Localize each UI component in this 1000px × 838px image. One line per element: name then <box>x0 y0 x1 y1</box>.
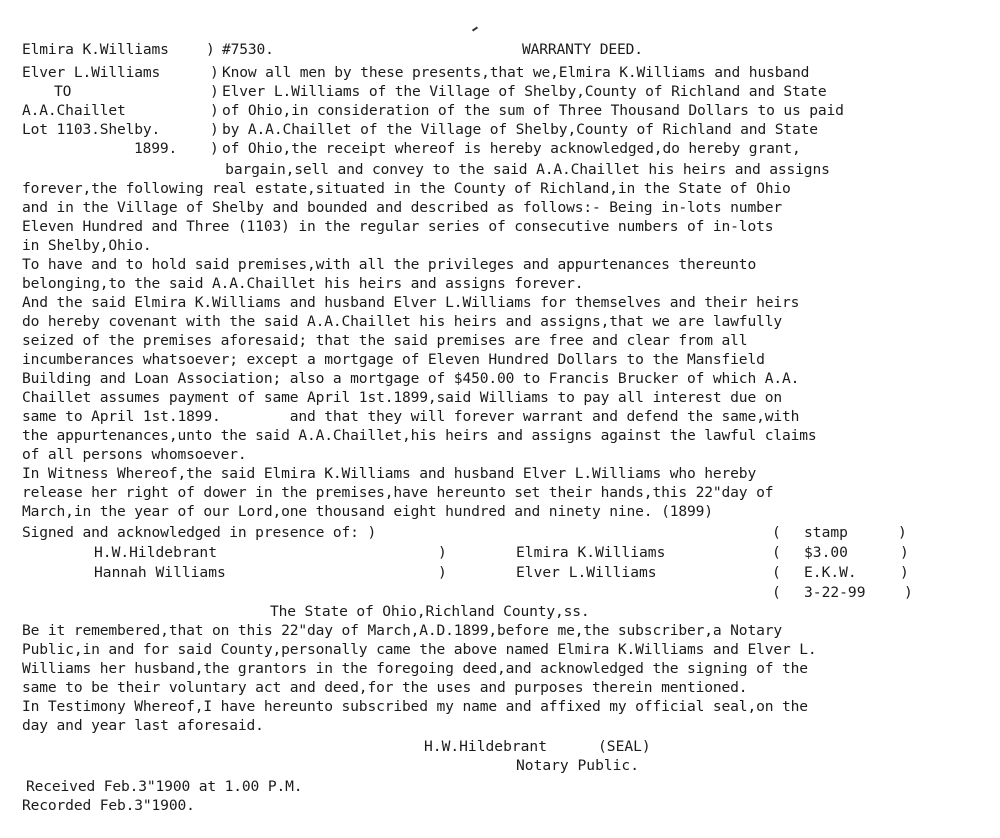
acknowledgement-line: Williams her husband,the grantors in the foregoing deed,and acknowledged the signing of the <box>22 660 808 677</box>
stamp-bracket: ) <box>904 584 913 601</box>
acknowledgement-line: Be it remembered,that on this 22"day of March,A.D.1899,before me,the subscriber,a Notary <box>22 622 782 639</box>
recorded-date: Recorded Feb.3"1900. <box>22 797 195 814</box>
witness-bracket: ) <box>438 544 447 561</box>
body-line: To have and to hold said premises,with all the privileges and appurtenances thereunto <box>22 256 757 273</box>
ink-mark <box>472 26 478 31</box>
margin-bracket: ) <box>210 64 219 81</box>
stamp-bracket: ( <box>772 544 781 561</box>
grantor-signature: Elmira K.Williams <box>516 544 666 561</box>
margin-grantor-1: Elmira K.Williams <box>22 41 169 58</box>
body-line: Chaillet assumes payment of same April 1st.1899,said Williams to pay all interest due on <box>22 389 782 406</box>
witness-name: Hannah Williams <box>94 564 226 581</box>
margin-grantor-2: Elver L.Williams <box>22 64 161 81</box>
stamp-bracket: ( <box>772 584 781 601</box>
margin-bracket: ) <box>210 83 219 100</box>
body-line: in Shelby,Ohio. <box>22 237 152 254</box>
margin-grantee: A.A.Chaillet <box>22 102 126 119</box>
notary-name: H.W.Hildebrant <box>424 738 548 755</box>
acknowledgement-line: Public,in and for said County,personally came the above named Elmira K.Williams and Elver L. <box>22 641 817 658</box>
acknowledgement-line: In Testimony Whereof,I have hereunto subscribed my name and affixed my official seal,on the <box>22 698 808 715</box>
margin-lot: Lot 1103.Shelby. <box>22 121 161 138</box>
stamp-initials: E.K.W. <box>804 564 857 581</box>
stamp-bracket: ) <box>900 544 909 561</box>
intro-line: Know all men by these presents,that we,Elmira K.Williams and husband <box>222 64 810 81</box>
stamp-bracket: ( <box>772 564 781 581</box>
witness-heading: Signed and acknowledged in presence of: ) <box>22 524 377 541</box>
acknowledgement-line: same to be their voluntary act and deed,for the uses and purposes therein mentioned. <box>22 679 748 696</box>
grantor-signature: Elver L.Williams <box>516 564 657 581</box>
body-line: belonging,to the said A.A.Chaillet his heirs and assigns forever. <box>22 275 584 292</box>
body-line: release her right of dower in the premises,have hereunto set their hands,this 22"day of <box>22 484 774 501</box>
stamp-amount: $3.00 <box>804 544 848 561</box>
intro-line: by A.A.Chaillet of the Village of Shelby,County of Richland and State <box>222 121 818 138</box>
body-line: In Witness Whereof,the said Elmira K.Williams and husband Elver L.Williams who hereby <box>22 465 757 482</box>
margin-bracket: ) <box>210 140 219 157</box>
body-line: March,in the year of our Lord,one thousand eight hundred and ninety nine. (1899) <box>22 503 713 520</box>
body-line: And the said Elmira K.Williams and husband Elver L.Williams for themselves and their heirs <box>22 294 800 311</box>
acknowledgement-heading: The State of Ohio,Richland County,ss. <box>270 603 590 620</box>
acknowledgement-line: day and year last aforesaid. <box>22 717 264 734</box>
margin-to: TO <box>54 83 72 100</box>
intro-line: of Ohio,the receipt whereof is hereby acknowledged,do hereby grant, <box>222 140 801 157</box>
intro-line: Elver L.Williams of the Village of Shelby,County of Richland and State <box>222 83 827 100</box>
stamp-bracket: ( <box>772 524 781 541</box>
notary-title: Notary Public. <box>516 757 640 774</box>
body-line: Building and Loan Association; also a mortgage of $450.00 to Francis Brucker of which A.A. <box>22 370 800 387</box>
body-line: of all persons whomsoever. <box>22 446 247 463</box>
body-line: forever,the following real estate,situated in the County of Richland,in the State of Ohio <box>22 180 791 197</box>
intro-line: of Ohio,in consideration of the sum of Three Thousand Dollars to us paid <box>222 102 844 119</box>
body-line: incumberances whatsoever; except a mortgage of Eleven Hundred Dollars to the Mansfield <box>22 351 765 368</box>
body-line: seized of the premises aforesaid; that the said premises are free and clear from all <box>22 332 748 349</box>
document-title: WARRANTY DEED. <box>522 41 643 58</box>
margin-bracket: ) <box>210 102 219 119</box>
margin-bracket: ) <box>206 41 215 58</box>
witness-bracket: ) <box>438 564 447 581</box>
body-line: do hereby covenant with the said A.A.Chaillet his heirs and assigns,that we are lawfully <box>22 313 782 330</box>
body-line: bargain,sell and convey to the said A.A.Chaillet his heirs and assigns <box>182 161 830 178</box>
margin-bracket: ) <box>210 121 219 138</box>
body-line: same to April 1st.1899. and that they will forever warrant and defend the same,with <box>22 408 800 425</box>
instrument-number: #7530. <box>222 41 274 58</box>
received-date: Received Feb.3"1900 at 1.00 P.M. <box>26 778 303 795</box>
stamp-label: stamp <box>804 524 848 541</box>
margin-year: 1899. <box>134 140 178 157</box>
body-line: the appurtenances,unto the said A.A.Chaillet,his heirs and assigns against the lawful claims <box>22 427 817 444</box>
stamp-date: 3-22-99 <box>804 584 866 601</box>
stamp-bracket: ) <box>898 524 907 541</box>
notary-seal: (SEAL) <box>598 738 651 755</box>
stamp-bracket: ) <box>900 564 909 581</box>
witness-name: H.W.Hildebrant <box>94 544 218 561</box>
body-line: Eleven Hundred and Three (1103) in the regular series of consecutive numbers of in-lots <box>22 218 774 235</box>
body-line: and in the Village of Shelby and bounded and described as follows:- Being in-lots number <box>22 199 782 216</box>
